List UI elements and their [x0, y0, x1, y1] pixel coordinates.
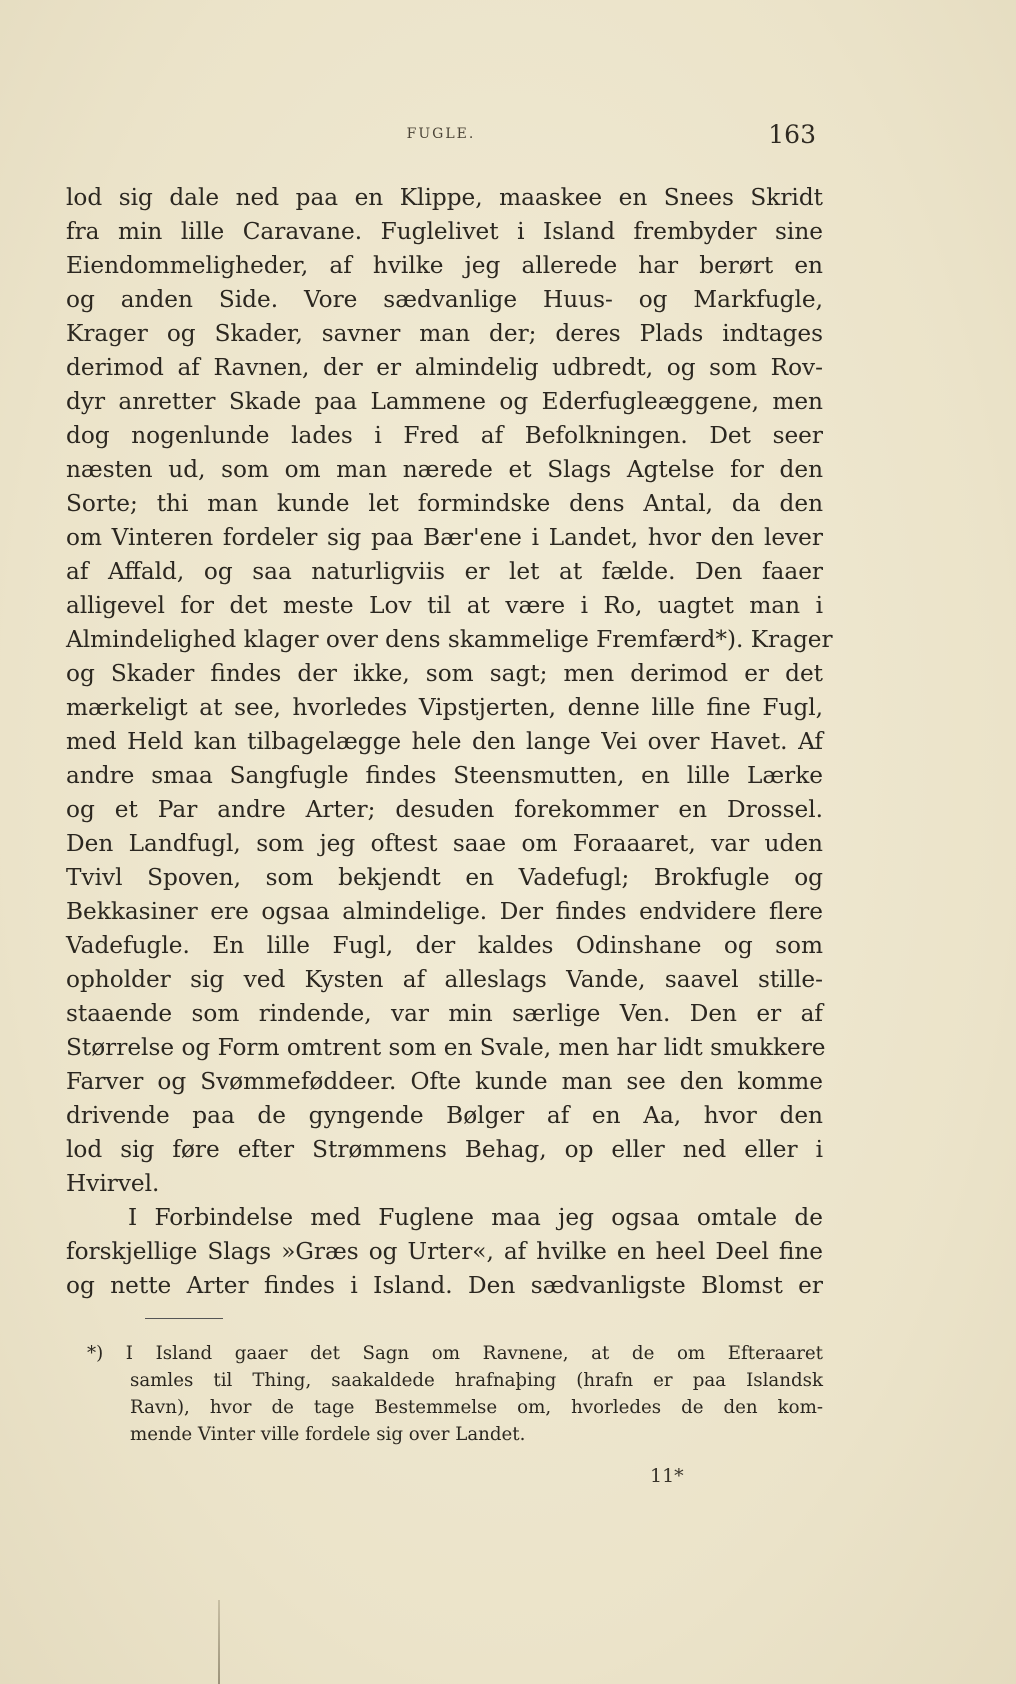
- running-title: FUGLE.: [406, 126, 476, 142]
- text-line: opholder sig ved Kysten af alleslags Vande, saavel stille-: [66, 966, 823, 993]
- text-line: Vadefugle. En lille Fugl, der kaldes Odinshane og som: [66, 932, 823, 959]
- text-line: forskjellige Slags »Græs og Urter«, af hvilke en heel Deel fine: [66, 1238, 823, 1265]
- text-line: Tvivl Spoven, som bekjendt en Vadefugl; Brokfugle og: [66, 864, 823, 891]
- text-line: næsten ud, som om man nærede et Slags Agtelse for den: [66, 456, 823, 483]
- text-line: dog nogenlunde lades i Fred af Befolkningen. Det seer: [66, 422, 823, 449]
- text-line: Bekkasiner ere ogsaa almindelige. Der findes endvidere flere: [66, 898, 823, 925]
- body-text: [66, 181, 833, 1303]
- text-line: med Held kan tilbagelægge hele den lange Vei over Havet. Af: [66, 728, 823, 755]
- page-number: 163: [768, 120, 816, 149]
- text-line-paragraph-start: I Forbindelse med Fuglene maa jeg ogsaa omtale de: [128, 1204, 823, 1231]
- text-line: Størrelse og Form omtrent som en Svale, men har lidt smukkere: [66, 1034, 826, 1061]
- text-line: og Skader findes der ikke, som sagt; men derimod er det: [66, 660, 823, 687]
- signature-mark: 11*: [650, 1465, 684, 1487]
- footnote-line: Ravn), hvor de tage Bestemmelse om, hvorledes de den kom-: [130, 1397, 823, 1418]
- footnote-divider: [145, 1318, 223, 1319]
- text-line: lod sig føre efter Strømmens Behag, op eller ned eller i: [66, 1136, 823, 1163]
- text-line: og anden Side. Vore sædvanlige Huus- og Markfugle,: [66, 286, 823, 313]
- text-line: dyr anretter Skade paa Lammene og Ederfugleæggene, men: [66, 388, 823, 415]
- text-line: Sorte; thi man kunde let formindske dens Antal, da den: [66, 490, 823, 517]
- text-line: lod sig dale ned paa en Klippe, maaskee en Snees Skridt: [66, 184, 823, 211]
- page-edge-mark: [218, 1600, 220, 1684]
- text-line: og nette Arter findes i Island. Den sædvanligste Blomst er: [66, 1272, 823, 1299]
- text-line: andre smaa Sangfugle findes Steensmutten, en lille Lærke: [66, 762, 823, 789]
- footnote-line: *) I Island gaaer det Sagn om Ravnene, at de om Efteraaret: [87, 1343, 823, 1364]
- text-line: Krager og Skader, savner man der; deres Plads indtages: [66, 320, 823, 347]
- text-line: Den Landfugl, som jeg oftest saae om Foraaaret, var uden: [66, 830, 823, 857]
- text-line: fra min lille Caravane. Fuglelivet i Island frembyder sine: [66, 218, 823, 245]
- text-line: om Vinteren fordeler sig paa Bær'ene i Landet, hvor den lever: [66, 524, 823, 551]
- footnote-line: samles til Thing, saakaldede hrafnaþing (hrafn er paa Islandsk: [130, 1370, 823, 1391]
- text-line: alligevel for det meste Lov til at være i Ro, uagtet man i: [66, 592, 823, 619]
- text-line: Farver og Svømmeføddeer. Ofte kunde man see den komme: [66, 1068, 823, 1095]
- footnote-line: mende Vinter ville fordele sig over Landet.: [130, 1424, 526, 1445]
- footnotes: [87, 1340, 823, 1448]
- text-line-paragraph-end: Hvirvel.: [66, 1170, 160, 1197]
- text-line: Eiendommeligheder, af hvilke jeg allerede har berørt en: [66, 252, 823, 279]
- text-line: derimod af Ravnen, der er almindelig udbredt, og som Rov-: [66, 354, 823, 381]
- text-line: af Affald, og saa naturligviis er let at fælde. Den faaer: [66, 558, 823, 585]
- running-head: [66, 120, 816, 150]
- text-line: staaende som rindende, var min særlige Ven. Den er af: [66, 1000, 823, 1027]
- text-line: drivende paa de gyngende Bølger af en Aa, hvor den: [66, 1102, 823, 1129]
- text-line: mærkeligt at see, hvorledes Vipstjerten, denne lille fine Fugl,: [66, 694, 823, 721]
- text-line: og et Par andre Arter; desuden forekommer en Drossel.: [66, 796, 823, 823]
- text-line: Almindelighed klager over dens skammelige Fremfærd*). Krager: [66, 626, 833, 653]
